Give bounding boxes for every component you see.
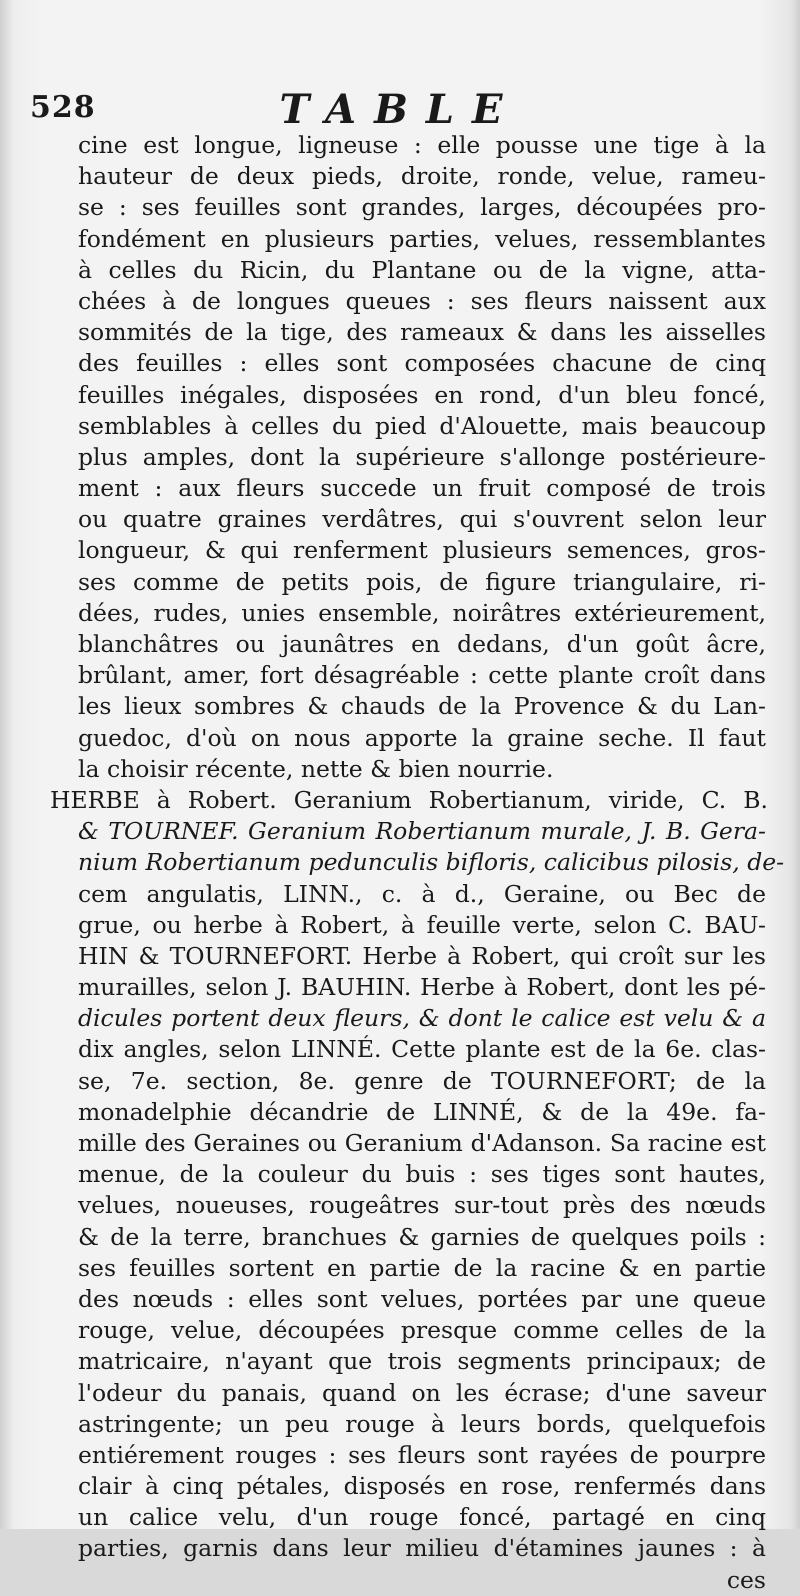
text-line: dix angles, selon LINNÉ. Cette plante est de la 6e. clas-	[78, 1035, 766, 1064]
text-line: blanchâtres ou jaunâtres en dedans, d'un goût âcre,	[78, 630, 766, 658]
text-line: astringente; un peu rouge à leurs bords, quelquefois	[78, 1409, 766, 1438]
text-line: & de la terre, branchues & garnies de quelques poils :	[78, 1222, 766, 1251]
text-line: dées, rudes, unies ensemble, noirâtres extérieurement,	[78, 598, 766, 627]
text-line: l'odeur du panais, quand on les écrase; d'une saveur	[78, 1378, 766, 1407]
text-line: hauteur de deux pieds, droite, ronde, velue, rameu-	[78, 162, 766, 191]
text-line: chées à de longues queues : ses fleurs naissent aux	[78, 286, 766, 315]
text-line: à celles du Ricin, du Plantane ou de la vigne, atta-	[78, 255, 766, 284]
text-line: ses feuilles sortent en partie de la racine & en partie	[78, 1253, 766, 1282]
page-header	[0, 86, 800, 136]
text-line: ment : aux fleurs succede un fruit composé de trois	[78, 474, 766, 503]
text-line: plus amples, dont la supérieure s'allonge postérieure-	[78, 442, 766, 471]
running-title: TABLE	[279, 86, 521, 133]
text-line: un calice velu, d'un rouge foncé, partagé en cinq	[78, 1503, 766, 1532]
text-line: les lieux sombres & chauds de la Provence & du Lan-	[78, 692, 766, 721]
text-line: semblables à celles du pied d'Alouette, mais beaucoup	[78, 411, 766, 440]
text-line: mille des Geraines ou Geranium d'Adanson. Sa racine est	[78, 1129, 766, 1157]
text-line: se : ses feuilles sont grandes, larges, découpées pro-	[78, 193, 766, 222]
text-line: guedoc, d'où on nous apporte la graine seche. Il faut	[78, 723, 766, 752]
text-line: ses comme de petits pois, de figure triangulaire, ri-	[78, 567, 766, 596]
text-line: grue, ou herbe à Robert, à feuille verte, selon C. BAU-	[78, 910, 766, 939]
text-line: cine est longue, ligneuse : elle pousse une tige à la	[78, 131, 766, 159]
body-text	[50, 130, 785, 1596]
text-line: fondément en plusieurs parties, velues, ressemblantes	[78, 224, 766, 253]
text-line: murailles, selon J. BAUHIN. Herbe à Robert, dont les pé-	[78, 973, 766, 1002]
text-line: & TOURNEF. Geranium Robertianum murale, J. B. Gera-	[78, 817, 766, 846]
text-line: sommités de la tige, des rameaux & dans les aisselles	[78, 318, 766, 347]
text-line: la choisir récente, nette & bien nourrie.	[78, 754, 554, 783]
text-line: longueur, & qui renferment plusieurs semences, gros-	[78, 536, 766, 565]
text-line: feuilles inégales, disposées en rond, d'un bleu foncé,	[78, 380, 766, 409]
text-line: monadelphie décandrie de LINNÉ, & de la 49e. fa-	[78, 1097, 766, 1126]
text-line: ou quatre graines verdâtres, qui s'ouvrent selon leur	[78, 505, 766, 534]
entry-heading-line: HERBE à Robert. Geranium Robertianum, viride, C. B.	[50, 785, 768, 814]
page-number: 528	[30, 90, 96, 125]
text-line: se, 7e. section, 8e. genre de TOURNEFORT; de la	[78, 1066, 766, 1095]
text-line: des nœuds : elles sont velues, portées par une queue	[78, 1284, 766, 1313]
text-line: menue, de la couleur du buis : ses tiges sont hautes,	[78, 1160, 766, 1189]
text-line: brûlant, amer, fort désagréable : cette plante croît dans	[78, 661, 766, 690]
text-line: HIN & TOURNEFORT. Herbe à Robert, qui croît sur les	[78, 941, 766, 970]
text-line: matricaire, n'ayant que trois segments principaux; de	[78, 1347, 766, 1376]
text-line: dicules portent deux fleurs, & dont le calice est velu & a	[78, 1004, 766, 1033]
text-line: parties, garnis dans leur milieu d'étamines jaunes : à	[78, 1534, 766, 1563]
text-line: entiérement rouges : ses fleurs sont rayées de pourpre	[78, 1440, 766, 1469]
text-line: velues, noueuses, rougeâtres sur-tout près des nœuds	[78, 1191, 766, 1220]
text-line: clair à cinq pétales, disposés en rose, renfermés dans	[78, 1472, 766, 1501]
text-line: cem angulatis, LINN., c. à d., Geraine, ou Bec de	[78, 879, 766, 908]
text-line: rouge, velue, découpées presque comme celles de la	[78, 1316, 766, 1345]
catchword: ces	[726, 1565, 766, 1594]
text-line: des feuilles : elles sont composées chacune de cinq	[78, 349, 766, 378]
text-line: nium Robertianum pedunculis bifloris, calicibus pilosis, de-	[78, 848, 785, 877]
